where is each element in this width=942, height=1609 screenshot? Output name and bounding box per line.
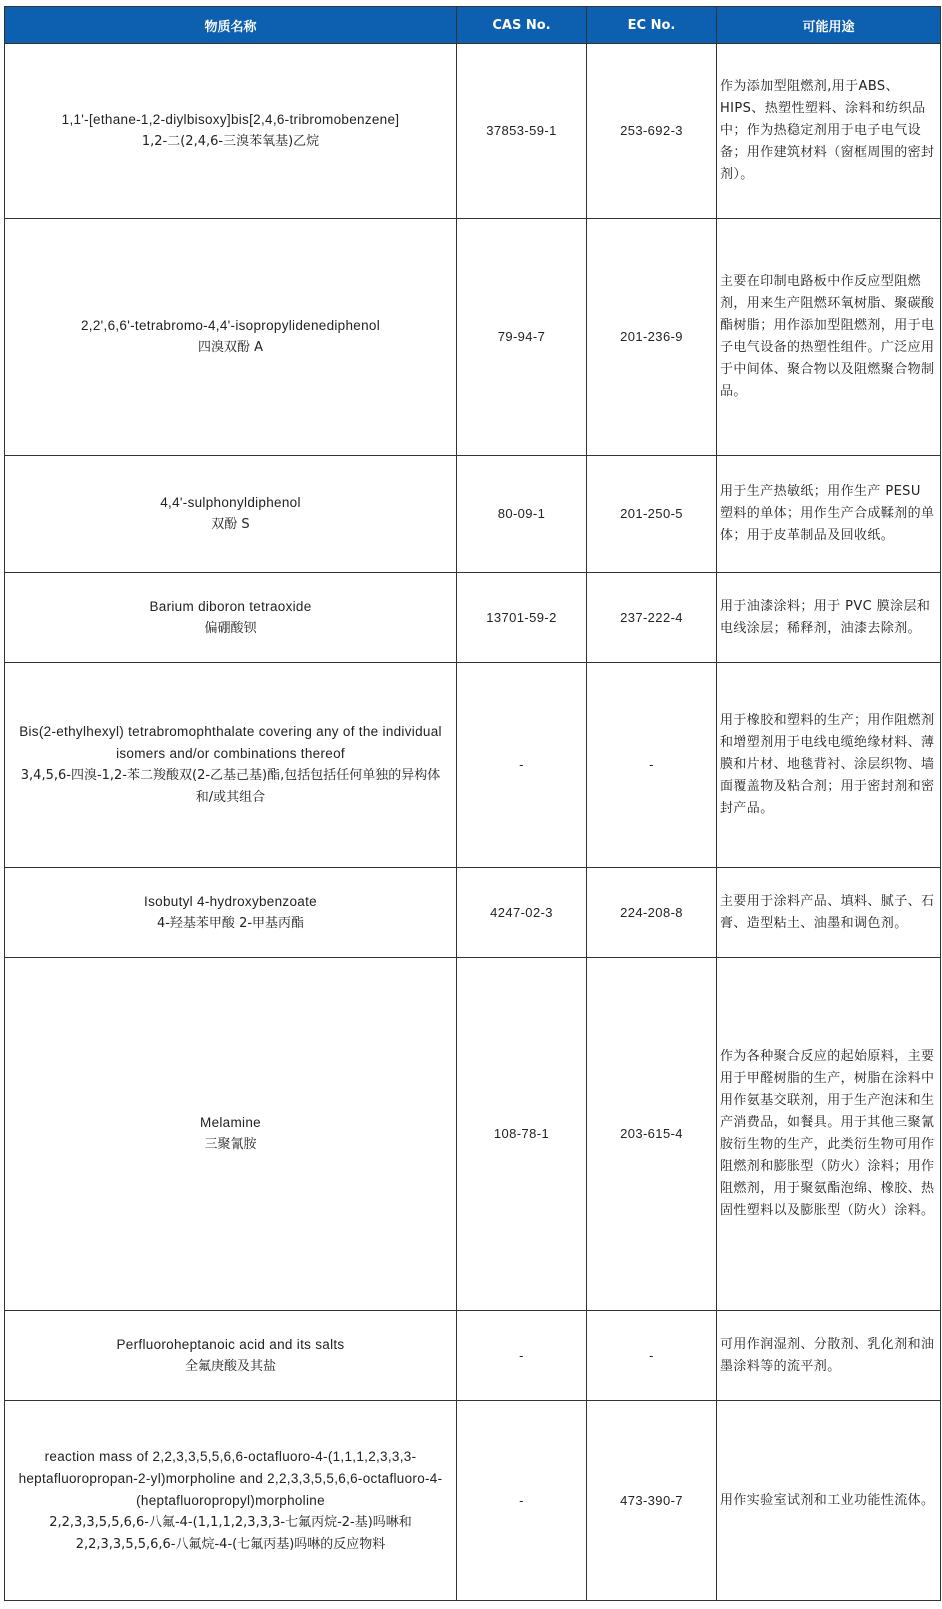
- possible-use: 用于生产热敏纸；用作生产 PESU 塑料的单体；用作生产合成鞣剂的单体；用于皮革制品及回收纸。: [717, 456, 941, 573]
- table-header-row: [5, 7, 941, 44]
- substance-name-cn: 全氟庚酸及其盐: [184, 1358, 276, 1374]
- ec-number: 201-236-9: [587, 219, 717, 456]
- substance-name-cn: 1,2-二(2,4,6-三溴苯氧基)乙烷: [141, 134, 320, 149]
- substance-name-cn: 偏硼酸钡: [204, 620, 257, 636]
- substance-name-en: Bis(2-ethylhexyl) tetrabromophthalate covering any of the individual isomers and/or combinations thereof: [19, 724, 442, 761]
- possible-use: 作为添加型阻燃剂,用于ABS、HIPS、热塑性塑料、涂料和纺织品中；作为热稳定剂用于电子电气设备；用作建筑材料（窗框周围的密封剂）。: [717, 44, 941, 219]
- table-row: [5, 1311, 941, 1401]
- cas-number: 4247-02-3: [457, 868, 587, 958]
- substance-name-cell: [5, 868, 457, 958]
- table-row: [5, 663, 941, 868]
- table-row: [5, 868, 941, 958]
- substance-name-en: reaction mass of 2,2,3,3,5,5,6,6-octafluoro-4-(1,1,1,2,3,3,3-heptafluoropropan-2-yl)morpholine and 2,2,3,3,5,5,6,6-octafluoro-4-(heptafluoropropyl)morpholine: [18, 1448, 443, 1508]
- possible-use: 作为各种聚合反应的起始原料，主要用于甲醛树脂的生产，树脂在涂料中用作氨基交联剂，用于生产泡沫和生产消费品，如餐具。用于其他三聚氰胺衍生物的生产，此类衍生物可用作阻燃剂和膨胀型（防火）涂料；用作阻燃剂，用于聚氨酯泡绵、橡胶、热固性塑料以及膨胀型（防火）涂料。: [717, 958, 941, 1311]
- substance-name-cell: [5, 573, 457, 663]
- possible-use: 主要在印制电路板中作反应型阻燃剂，用来生产阻燃环氧树脂、聚碳酸酯树脂；用作添加型阻燃剂，用于电子电气设备的热塑性组件。广泛应用于中间体、聚合物以及阻燃聚合物制品。: [717, 219, 941, 456]
- table-row: [5, 573, 941, 663]
- cas-number: 13701-59-2: [457, 573, 587, 663]
- substance-name-cn: 双酚 S: [211, 517, 250, 532]
- table-row: [5, 456, 941, 573]
- header-cas-no: CAS No.: [457, 7, 587, 44]
- possible-use: 可用作润湿剂、分散剂、乳化剂和油墨涂料等的流平剂。: [717, 1311, 941, 1401]
- substance-name-cell: [5, 1401, 457, 1601]
- cas-number: -: [457, 1401, 587, 1601]
- substance-name-en: 1,1'-[ethane-1,2-diylbisoxy]bis[2,4,6-tribromobenzene]: [61, 112, 400, 127]
- substance-name-cn: 2,2,3,3,5,5,6,6-八氟-4-(1,1,1,2,3,3,3-七氟丙烷-2-基)吗啉和2,2,3,3,5,5,6,6-八氟烷-4-(七氟丙基)吗啉的反应物料: [49, 1514, 412, 1552]
- cas-number: 37853-59-1: [457, 44, 587, 219]
- ec-number: 201-250-5: [587, 456, 717, 573]
- header-ec-no: EC No.: [587, 7, 717, 44]
- ec-number: -: [587, 663, 717, 868]
- header-possible-use: 可能用途: [717, 7, 941, 44]
- substance-name-cn: 3,4,5,6-四溴-1,2-苯二羧酸双(2-乙基己基)酯,包括包括任何单独的异构体和/或其组合: [20, 768, 441, 805]
- substance-table: [4, 6, 941, 1601]
- possible-use: 用于橡胶和塑料的生产；用作阻燃剂和增塑剂用于电线电缆绝缘材料、薄膜和片材、地毯背衬、涂层织物、墙面覆盖物及粘合剂；用于密封剂和密封产品。: [717, 663, 941, 868]
- substance-name-en: Isobutyl 4-hydroxybenzoate: [144, 893, 317, 909]
- substance-name-en: Perfluoroheptanoic acid and its salts: [116, 1336, 345, 1352]
- cas-number: 80-09-1: [457, 456, 587, 573]
- table-row: [5, 958, 941, 1311]
- ec-number: 237-222-4: [587, 573, 717, 663]
- cas-number: -: [457, 663, 587, 868]
- substance-name-cell: [5, 456, 457, 573]
- ec-number: 473-390-7: [587, 1401, 717, 1601]
- substance-name-cn: 4-羟基苯甲酸 2-甲基丙酯: [156, 915, 305, 931]
- ec-number: -: [587, 1311, 717, 1401]
- substance-name-en: Barium diboron tetraoxide: [149, 598, 312, 614]
- cas-number: -: [457, 1311, 587, 1401]
- substance-name-cell: [5, 958, 457, 1311]
- substance-name-cell: [5, 44, 457, 219]
- substance-name-en: Melamine: [200, 1115, 261, 1130]
- header-substance-name: 物质名称: [5, 7, 457, 44]
- substance-name-cn: 四溴双酚 A: [197, 340, 264, 355]
- substance-name-cell: [5, 663, 457, 868]
- table-row: [5, 44, 941, 219]
- cas-number: 79-94-7: [457, 219, 587, 456]
- ec-number: 224-208-8: [587, 868, 717, 958]
- possible-use: 用于油漆涂料；用于 PVC 膜涂层和电线涂层；稀释剂，油漆去除剂。: [717, 573, 941, 663]
- possible-use: 用作实验室试剂和工业功能性流体。: [717, 1401, 941, 1601]
- substance-name-en: 4,4'-sulphonyldiphenol: [160, 495, 301, 510]
- table-row: [5, 219, 941, 456]
- substance-name-cn: 三聚氰胺: [204, 1137, 257, 1152]
- substance-name-en: 2,2',6,6'-tetrabromo-4,4'-isopropylidenediphenol: [80, 318, 381, 333]
- cas-number: 108-78-1: [457, 958, 587, 1311]
- ec-number: 203-615-4: [587, 958, 717, 1311]
- table-row: [5, 1401, 941, 1601]
- substance-name-cell: [5, 1311, 457, 1401]
- substance-name-cell: [5, 219, 457, 456]
- possible-use: 主要用于涂料产品、填料、腻子、石膏、造型粘土、油墨和调色剂。: [717, 868, 941, 958]
- ec-number: 253-692-3: [587, 44, 717, 219]
